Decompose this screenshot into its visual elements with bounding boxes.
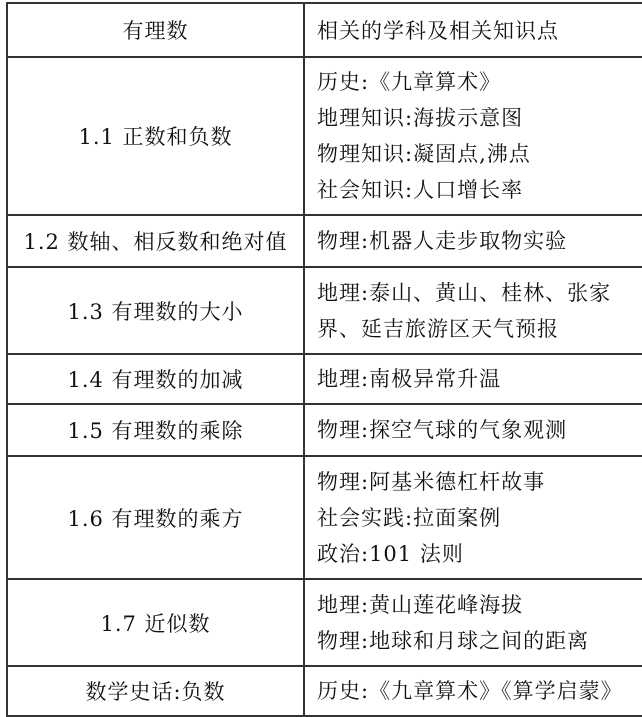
knowledge-point: 界、延吉旅游区天气预报	[317, 316, 559, 341]
knowledge-point: 政治:101 法则	[317, 541, 464, 566]
table-row	[7, 57, 642, 215]
header-related-subjects: 相关的学科及相关知识点	[304, 3, 642, 57]
knowledge-point: 地理:南极异常升温	[317, 367, 502, 391]
knowledge-points	[304, 666, 642, 716]
knowledge-point: 地理:黄山莲花峰海拔	[317, 592, 524, 617]
knowledge-points	[304, 579, 642, 666]
section-title: 1.6 有理数的乘方	[7, 456, 304, 579]
knowledge-point: 历史:《九章算术》	[317, 70, 502, 94]
table-row	[7, 666, 642, 716]
section-title: 1.5 有理数的乘除	[7, 404, 304, 456]
knowledge-point: 物理知识:凝固点,沸点	[317, 142, 531, 166]
knowledge-point: 社会知识:人口增长率	[317, 178, 524, 202]
knowledge-point: 物理:阿基米德杠杆故事	[317, 469, 546, 494]
knowledge-points	[304, 57, 642, 215]
knowledge-point: 物理:地球和月球之间的距离	[317, 628, 590, 653]
section-title: 数学史话:负数	[7, 666, 304, 716]
section-title: 1.2 数轴、相反数和绝对值	[7, 215, 304, 267]
table-header-row	[7, 3, 642, 57]
table-row	[7, 215, 642, 267]
knowledge-points	[304, 456, 642, 579]
section-title: 1.7 近似数	[7, 579, 304, 666]
knowledge-point: 物理:探空气球的气象观测	[317, 418, 568, 442]
table-row	[7, 456, 642, 579]
table-row	[7, 354, 642, 404]
table-row	[7, 267, 642, 354]
section-title: 1.1 正数和负数	[7, 57, 304, 215]
knowledge-point: 地理知识:海拔示意图	[317, 106, 524, 130]
curriculum-table	[6, 2, 642, 717]
knowledge-points	[304, 215, 642, 267]
knowledge-point: 历史:《九章算术》《算学启蒙》	[317, 679, 623, 703]
section-title: 1.3 有理数的大小	[7, 267, 304, 354]
knowledge-points	[304, 267, 642, 354]
table-row	[7, 579, 642, 666]
knowledge-point: 物理:机器人走步取物实验	[317, 229, 568, 253]
table-row	[7, 404, 642, 456]
knowledge-point: 地理:泰山、黄山、桂林、张家	[317, 280, 612, 305]
knowledge-point: 社会实践:拉面案例	[317, 505, 502, 530]
section-title: 1.4 有理数的加减	[7, 354, 304, 404]
knowledge-points	[304, 404, 642, 456]
header-rational-numbers: 有理数	[7, 3, 304, 57]
knowledge-points	[304, 354, 642, 404]
